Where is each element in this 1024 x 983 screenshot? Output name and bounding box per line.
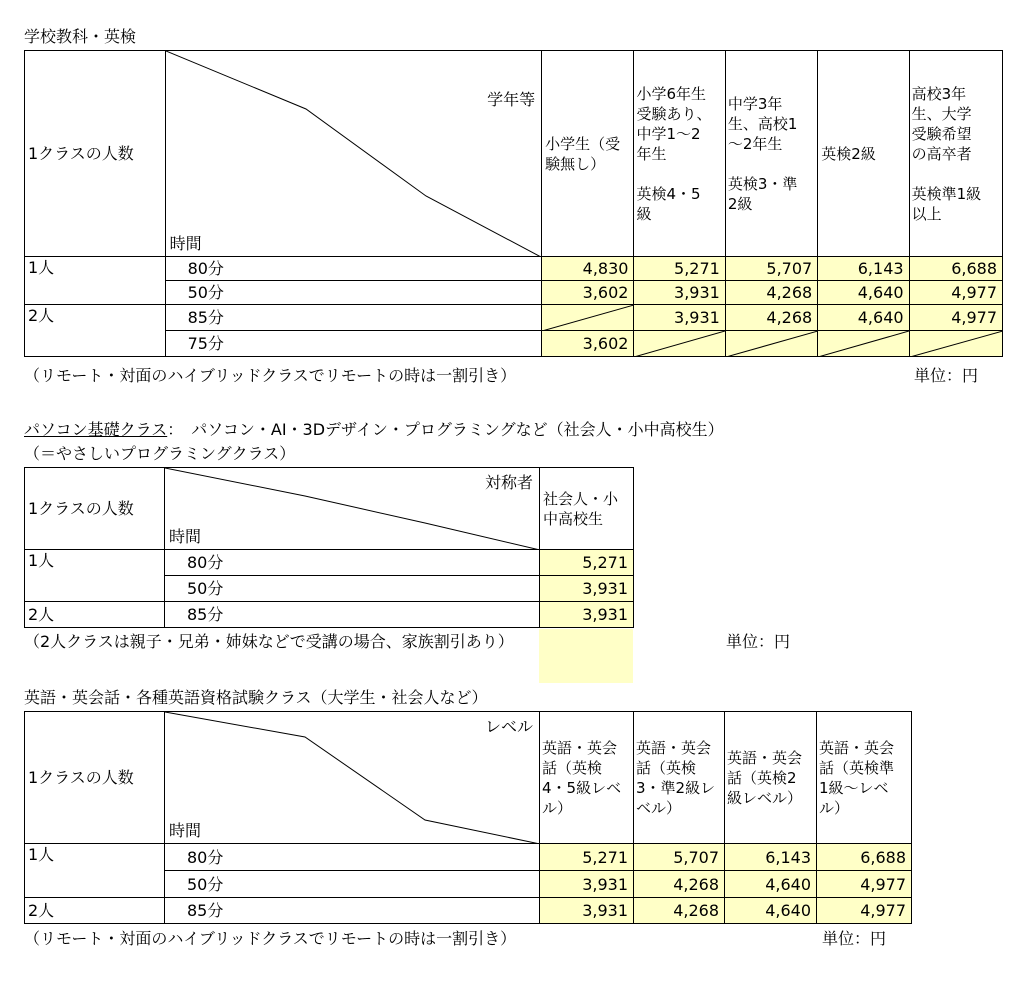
header-line [728,154,815,174]
col-header-eiken-pre1 [817,712,912,844]
section1-title: 学校教科・英検 [24,27,137,46]
corner-header [165,51,542,257]
row-header-class-size: 1クラスの人数 [25,51,166,257]
col-header-hs3-graduate [909,51,1002,257]
col-header-jh3-hs12 [725,51,817,257]
header-line: 英検3・準 [727,174,798,193]
section2-title [24,420,724,440]
price-cell: 4,977 [817,898,912,924]
header-line: 英語・英会 [819,738,895,757]
diagonal-line [165,712,540,844]
price-cell: 4,268 [634,871,725,898]
empty-cell-slash [725,331,817,357]
header-line: 小学6年生 [636,84,707,103]
price-cell: 4,640 [725,898,817,924]
price-table-school [24,50,1003,357]
header-line: 話（英検 [542,758,603,777]
header-line: 英語・英会 [542,738,618,757]
col-header-eiken3-pre2 [634,712,725,844]
header-line: の高卒者 [911,144,972,163]
price-cell: 3,931 [540,871,634,898]
price-cell: 6,688 [909,257,1002,281]
empty-cell-slash [542,305,634,331]
price-cell: 5,707 [634,844,725,871]
header-line: 以上 [911,204,942,223]
price-cell: 3,931 [634,305,725,331]
row-people [25,331,166,357]
header-line: 中学1～2 [636,124,701,143]
section1-unit: 単位：円 [914,366,979,385]
highlight-fill [539,629,633,683]
header-line [912,164,1000,184]
header-line: 英語・英会 [727,748,803,767]
row-header-class-size: 1クラスの人数 [25,712,165,844]
row-time: 85分 [165,898,540,924]
row-time: 50分 [165,281,542,305]
price-cell: 3,931 [540,576,634,602]
section3-title: 英語・英会話・各種英語資格試験クラス（大学生・社会人など） [24,688,488,707]
header-line: 話（英検 [636,758,697,777]
section2-unit: 単位：円 [726,632,791,651]
price-cell: 5,707 [725,257,817,281]
price-cell: 4,640 [725,871,817,898]
price-cell: 4,830 [542,257,634,281]
header-line: 2級 [727,194,753,213]
corner-label-target: 対称者 [484,473,533,492]
section2-subtitle: （＝やさしいプログラミングクラス） [24,444,296,463]
header-line: 3・準2級レ [636,778,716,797]
row-people [25,871,165,898]
price-cell: 4,268 [725,281,817,305]
section2-title-course: パソコン基礎クラス [24,420,168,439]
row-time: 85分 [165,602,540,628]
section1-note: （リモート・対面のハイブリッドクラスでリモートの時は一割引き） [24,366,517,385]
header-line: 受験あり、 [636,104,712,123]
row-header-class-size: 1クラスの人数 [25,468,165,550]
empty-cell-slash [909,331,1002,357]
header-line: 生、高校1 [727,114,798,133]
header-line: ル） [542,798,573,817]
section2-note: （2人クラスは親子・兄弟・姉妹などで受講の場合、家族割引あり） [24,632,514,651]
price-cell: 4,977 [817,871,912,898]
row-time: 80分 [165,844,540,871]
price-cell: 5,271 [540,550,634,576]
col-header-elementary: 小学生（受験無し） [542,51,634,257]
header-line: ～2年生 [727,134,783,153]
header-line: ベル） [636,798,682,817]
row-people: 2人 [25,602,165,628]
header-line: 年生 [636,144,667,163]
row-time: 50分 [165,871,540,898]
row-people [25,281,166,305]
header-line: 英検準1級 [911,184,982,203]
header-line: 生、大学 [911,104,972,123]
corner-label-time: 時間 [169,234,202,253]
diagonal-line [166,51,541,257]
corner-label-grade: 学年等 [487,90,536,109]
header-line: 級 [636,204,652,223]
price-cell: 4,977 [909,281,1002,305]
corner-label-time: 時間 [169,527,202,546]
col-header-adult-student: 社会人・小中高校生 [540,468,634,550]
price-cell: 5,271 [634,257,725,281]
row-people: 1人 [25,257,166,281]
section2-title-detail: ： パソコン・AI・3Dデザイン・プログラミングなど（社会人・小中高校生） [167,420,724,439]
col-header-eiken2 [725,712,817,844]
header-line: 話（英検準 [819,758,895,777]
header-line: 4・5級レベ [542,778,622,797]
header-line [636,164,722,184]
price-cell: 6,143 [818,257,909,281]
price-table-english [24,711,912,924]
price-cell: 3,602 [542,331,634,357]
row-time: 50分 [165,576,540,602]
header-line: 級レベル） [727,788,803,807]
section3-note: （リモート・対面のハイブリッドクラスでリモートの時は一割引き） [24,929,517,948]
header-line: 受験希望 [911,124,972,143]
price-cell: 4,268 [634,898,725,924]
header-line: 英語・英会 [636,738,712,757]
price-cell: 3,931 [634,281,725,305]
col-header-eiken45 [540,712,634,844]
empty-cell-slash [634,331,725,357]
row-time: 75分 [165,331,542,357]
row-time: 80分 [165,257,542,281]
row-people: 1人 [25,550,165,576]
row-time: 85分 [165,305,542,331]
price-cell: 4,640 [818,281,909,305]
price-cell: 6,143 [725,844,817,871]
header-line: ル） [819,798,850,817]
col-header-eiken2: 英検2級 [818,51,909,257]
corner-header [165,712,540,844]
price-cell: 3,931 [540,898,634,924]
corner-header [165,468,540,550]
price-cell: 4,640 [818,305,909,331]
price-cell: 3,931 [540,602,634,628]
row-people: 2人 [25,305,166,331]
row-people [25,576,165,602]
diagonal-line [165,468,540,550]
header-line: 英検4・5 [636,184,701,203]
row-time: 80分 [165,550,540,576]
section3-unit: 単位：円 [822,929,887,948]
header-line: 話（英検2 [727,768,797,787]
price-table-pc [24,467,634,628]
row-people: 1人 [25,844,165,871]
row-people: 2人 [25,898,165,924]
corner-label-level: レベル [484,717,533,736]
price-cell: 4,977 [909,305,1002,331]
corner-label-time: 時間 [169,821,202,840]
header-line: 中学3年 [727,94,783,113]
price-cell: 6,688 [817,844,912,871]
empty-cell-slash [818,331,909,357]
col-header-grade6-jh12 [634,51,725,257]
price-cell: 4,268 [725,305,817,331]
header-line: 1級～レベ [819,778,889,797]
price-cell: 3,602 [542,281,634,305]
price-cell: 5,271 [540,844,634,871]
header-line: 高校3年 [911,84,967,103]
